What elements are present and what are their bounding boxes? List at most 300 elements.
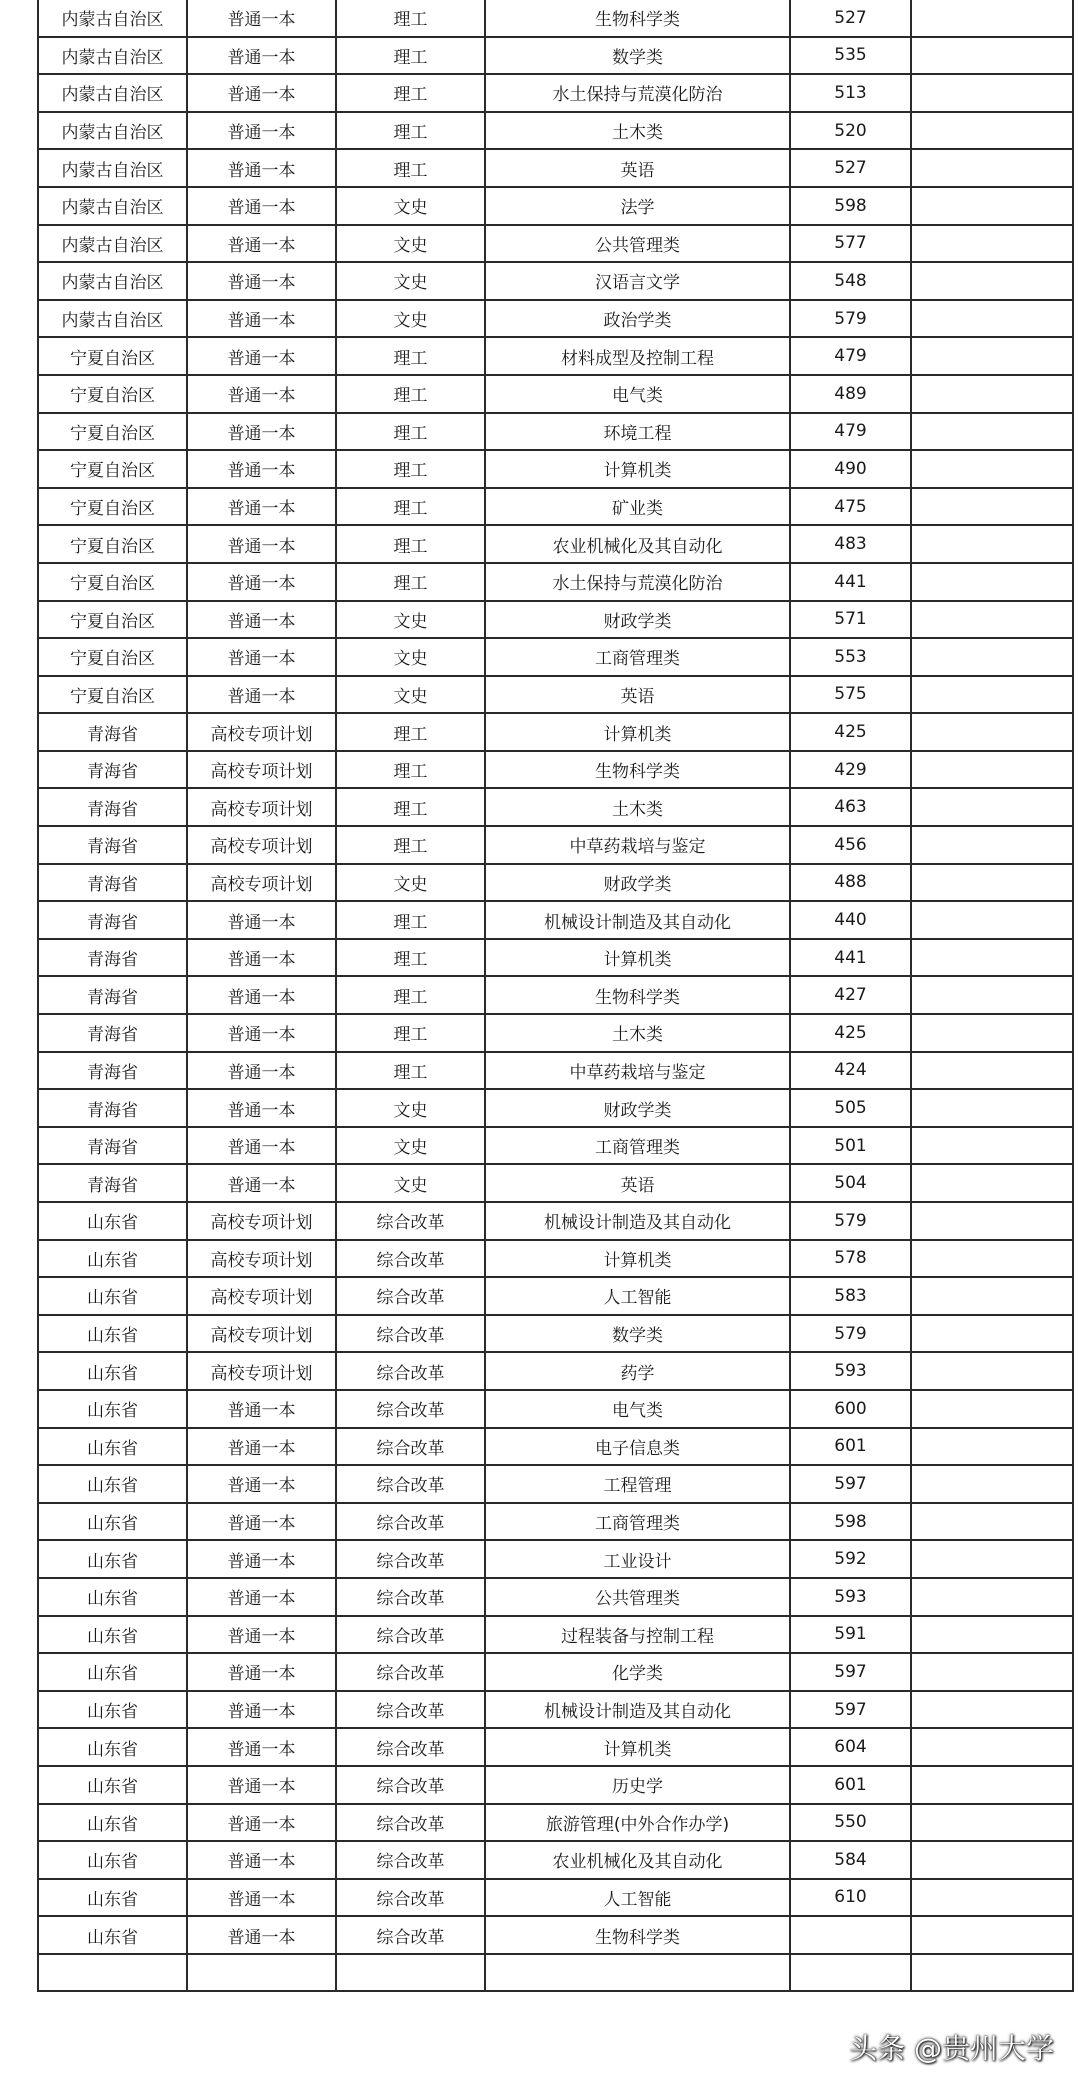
score-cell <box>790 1916 911 1954</box>
province-cell: 宁夏自治区 <box>38 525 187 563</box>
category-cell: 综合改革 <box>336 1202 485 1240</box>
note-cell <box>911 1879 1073 1917</box>
province-cell: 青海省 <box>38 1164 187 1202</box>
score-cell: 593 <box>790 1352 911 1390</box>
major-cell: 生物科学类 <box>485 1916 790 1954</box>
category-cell: 理工 <box>336 713 485 751</box>
province-cell: 宁夏自治区 <box>38 563 187 601</box>
score-cell: 600 <box>790 1390 911 1428</box>
batch-cell: 普通一本 <box>187 187 336 225</box>
province-cell: 青海省 <box>38 826 187 864</box>
major-cell: 生物科学类 <box>485 0 790 37</box>
table-row <box>38 1465 1073 1503</box>
province-cell: 青海省 <box>38 976 187 1014</box>
score-cell: 463 <box>790 788 911 826</box>
table-row <box>38 262 1073 300</box>
province-cell: 青海省 <box>38 751 187 789</box>
batch-cell <box>187 1954 336 1992</box>
category-cell: 理工 <box>336 826 485 864</box>
table-row <box>38 0 1073 37</box>
score-cell: 604 <box>790 1728 911 1766</box>
score-cell: 440 <box>790 901 911 939</box>
province-cell: 宁夏自治区 <box>38 488 187 526</box>
note-cell <box>911 1653 1073 1691</box>
major-cell: 计算机类 <box>485 713 790 751</box>
note-cell <box>911 1089 1073 1127</box>
note-cell <box>911 751 1073 789</box>
score-cell: 427 <box>790 976 911 1014</box>
category-cell: 理工 <box>336 112 485 150</box>
major-cell: 化学类 <box>485 1653 790 1691</box>
table-row <box>38 74 1073 112</box>
batch-cell: 普通一本 <box>187 37 336 75</box>
score-cell: 456 <box>790 826 911 864</box>
score-cell: 597 <box>790 1691 911 1729</box>
province-cell: 宁夏自治区 <box>38 638 187 676</box>
table-row <box>38 112 1073 150</box>
batch-cell: 普通一本 <box>187 939 336 977</box>
note-cell <box>911 638 1073 676</box>
batch-cell: 普通一本 <box>187 225 336 263</box>
note-cell <box>911 1352 1073 1390</box>
batch-cell: 普通一本 <box>187 1014 336 1052</box>
note-cell <box>911 1540 1073 1578</box>
category-cell: 文史 <box>336 1127 485 1165</box>
batch-cell: 普通一本 <box>187 262 336 300</box>
major-cell: 环境工程 <box>485 413 790 451</box>
major-cell: 工商管理类 <box>485 1127 790 1165</box>
category-cell: 文史 <box>336 864 485 902</box>
note-cell <box>911 375 1073 413</box>
category-cell: 综合改革 <box>336 1540 485 1578</box>
batch-cell: 普通一本 <box>187 1540 336 1578</box>
table-row <box>38 901 1073 939</box>
batch-cell: 高校专项计划 <box>187 1277 336 1315</box>
score-cell: 553 <box>790 638 911 676</box>
province-cell: 内蒙古自治区 <box>38 225 187 263</box>
category-cell: 综合改革 <box>336 1804 485 1842</box>
category-cell: 理工 <box>336 751 485 789</box>
batch-cell: 普通一本 <box>187 1879 336 1917</box>
note-cell <box>911 1240 1073 1278</box>
major-cell: 水土保持与荒漠化防治 <box>485 74 790 112</box>
province-cell: 山东省 <box>38 1653 187 1691</box>
province-cell: 山东省 <box>38 1240 187 1278</box>
province-cell: 山东省 <box>38 1616 187 1654</box>
major-cell: 过程装备与控制工程 <box>485 1616 790 1654</box>
score-cell: 548 <box>790 262 911 300</box>
major-cell: 政治学类 <box>485 300 790 338</box>
table-row <box>38 976 1073 1014</box>
category-cell: 综合改革 <box>336 1766 485 1804</box>
score-cell: 483 <box>790 525 911 563</box>
score-cell: 441 <box>790 939 911 977</box>
table-row <box>38 300 1073 338</box>
province-cell: 宁夏自治区 <box>38 450 187 488</box>
province-cell: 内蒙古自治区 <box>38 74 187 112</box>
score-cell: 504 <box>790 1164 911 1202</box>
batch-cell: 普通一本 <box>187 1465 336 1503</box>
note-cell <box>911 1691 1073 1729</box>
category-cell: 综合改革 <box>336 1428 485 1466</box>
major-cell: 财政学类 <box>485 864 790 902</box>
score-cell: 579 <box>790 1315 911 1353</box>
major-cell: 农业机械化及其自动化 <box>485 1841 790 1879</box>
note-cell <box>911 713 1073 751</box>
batch-cell: 普通一本 <box>187 74 336 112</box>
category-cell: 综合改革 <box>336 1352 485 1390</box>
table-row <box>38 1390 1073 1428</box>
table-row <box>38 1841 1073 1879</box>
table-row <box>38 751 1073 789</box>
table-row <box>38 788 1073 826</box>
score-cell: 584 <box>790 1841 911 1879</box>
major-cell: 工商管理类 <box>485 638 790 676</box>
score-cell: 479 <box>790 337 911 375</box>
score-cell <box>790 1954 911 1992</box>
category-cell: 综合改革 <box>336 1578 485 1616</box>
note-cell <box>911 1390 1073 1428</box>
note-cell <box>911 300 1073 338</box>
major-cell: 法学 <box>485 187 790 225</box>
major-cell: 汉语言文学 <box>485 262 790 300</box>
category-cell: 综合改革 <box>336 1653 485 1691</box>
score-cell: 520 <box>790 112 911 150</box>
note-cell <box>911 1465 1073 1503</box>
category-cell: 理工 <box>336 450 485 488</box>
batch-cell: 普通一本 <box>187 1503 336 1541</box>
score-cell: 583 <box>790 1277 911 1315</box>
note-cell <box>911 1916 1073 1954</box>
province-cell: 山东省 <box>38 1728 187 1766</box>
batch-cell: 普通一本 <box>187 1390 336 1428</box>
major-cell: 工业设计 <box>485 1540 790 1578</box>
score-cell: 535 <box>790 37 911 75</box>
score-cell: 591 <box>790 1616 911 1654</box>
note-cell <box>911 1014 1073 1052</box>
table-row <box>38 1691 1073 1729</box>
province-cell: 宁夏自治区 <box>38 676 187 714</box>
note-cell <box>911 976 1073 1014</box>
province-cell: 内蒙古自治区 <box>38 112 187 150</box>
major-cell: 机械设计制造及其自动化 <box>485 1691 790 1729</box>
province-cell: 宁夏自治区 <box>38 413 187 451</box>
batch-cell: 普通一本 <box>187 1164 336 1202</box>
score-cell: 490 <box>790 450 911 488</box>
province-cell: 山东省 <box>38 1503 187 1541</box>
province-cell: 内蒙古自治区 <box>38 0 187 37</box>
note-cell <box>911 563 1073 601</box>
category-cell: 综合改革 <box>336 1503 485 1541</box>
major-cell: 土木类 <box>485 112 790 150</box>
table-row <box>38 1428 1073 1466</box>
note-cell <box>911 525 1073 563</box>
table-row <box>38 1277 1073 1315</box>
note-cell <box>911 788 1073 826</box>
major-cell: 人工智能 <box>485 1879 790 1917</box>
category-cell: 文史 <box>336 638 485 676</box>
score-cell: 579 <box>790 300 911 338</box>
batch-cell: 普通一本 <box>187 1653 336 1691</box>
note-cell <box>911 901 1073 939</box>
note-cell <box>911 225 1073 263</box>
note-cell <box>911 1728 1073 1766</box>
score-cell: 598 <box>790 187 911 225</box>
batch-cell: 普通一本 <box>187 1728 336 1766</box>
score-table-sheet <box>37 0 1072 2083</box>
batch-cell: 普通一本 <box>187 638 336 676</box>
batch-cell: 高校专项计划 <box>187 1352 336 1390</box>
category-cell: 文史 <box>336 300 485 338</box>
province-cell: 山东省 <box>38 1841 187 1879</box>
score-cell: 489 <box>790 375 911 413</box>
major-cell: 中草药栽培与鉴定 <box>485 826 790 864</box>
major-cell: 水土保持与荒漠化防治 <box>485 563 790 601</box>
table-row <box>38 1127 1073 1165</box>
score-cell: 601 <box>790 1766 911 1804</box>
table-row <box>38 1052 1073 1090</box>
category-cell: 综合改革 <box>336 1728 485 1766</box>
province-cell: 青海省 <box>38 1127 187 1165</box>
score-cell: 425 <box>790 713 911 751</box>
batch-cell: 普通一本 <box>187 1804 336 1842</box>
table-row <box>38 1616 1073 1654</box>
note-cell <box>911 187 1073 225</box>
province-cell: 青海省 <box>38 1014 187 1052</box>
score-cell: 598 <box>790 1503 911 1541</box>
major-cell: 电子信息类 <box>485 1428 790 1466</box>
major-cell: 农业机械化及其自动化 <box>485 525 790 563</box>
score-cell: 513 <box>790 74 911 112</box>
category-cell: 理工 <box>336 149 485 187</box>
batch-cell: 普通一本 <box>187 0 336 37</box>
score-cell: 578 <box>790 1240 911 1278</box>
score-cell: 579 <box>790 1202 911 1240</box>
batch-cell: 普通一本 <box>187 901 336 939</box>
table-row <box>38 1578 1073 1616</box>
note-cell <box>911 149 1073 187</box>
major-cell: 数学类 <box>485 1315 790 1353</box>
major-cell: 财政学类 <box>485 601 790 639</box>
score-cell: 505 <box>790 1089 911 1127</box>
category-cell <box>336 1954 485 1992</box>
table-row <box>38 488 1073 526</box>
note-cell <box>911 1578 1073 1616</box>
score-cell: 479 <box>790 413 911 451</box>
category-cell: 文史 <box>336 262 485 300</box>
note-cell <box>911 1616 1073 1654</box>
batch-cell: 普通一本 <box>187 1578 336 1616</box>
batch-cell: 普通一本 <box>187 1052 336 1090</box>
table-row <box>38 1089 1073 1127</box>
table-row <box>38 1728 1073 1766</box>
major-cell: 矿业类 <box>485 488 790 526</box>
table-row <box>38 187 1073 225</box>
batch-cell: 高校专项计划 <box>187 1240 336 1278</box>
major-cell: 英语 <box>485 149 790 187</box>
table-row <box>38 1503 1073 1541</box>
major-cell: 工程管理 <box>485 1465 790 1503</box>
category-cell: 理工 <box>336 337 485 375</box>
table-row <box>38 1014 1073 1052</box>
province-cell: 内蒙古自治区 <box>38 37 187 75</box>
score-cell: 601 <box>790 1428 911 1466</box>
category-cell: 理工 <box>336 413 485 451</box>
batch-cell: 普通一本 <box>187 525 336 563</box>
province-cell: 青海省 <box>38 901 187 939</box>
note-cell <box>911 601 1073 639</box>
province-cell: 山东省 <box>38 1315 187 1353</box>
note-cell <box>911 112 1073 150</box>
batch-cell: 高校专项计划 <box>187 713 336 751</box>
table-row <box>38 713 1073 751</box>
table-row <box>38 864 1073 902</box>
note-cell <box>911 1954 1073 1992</box>
major-cell: 历史学 <box>485 1766 790 1804</box>
major-cell: 计算机类 <box>485 939 790 977</box>
category-cell: 综合改革 <box>336 1916 485 1954</box>
score-cell: 610 <box>790 1879 911 1917</box>
major-cell: 英语 <box>485 1164 790 1202</box>
table-row <box>38 149 1073 187</box>
batch-cell: 普通一本 <box>187 1616 336 1654</box>
category-cell: 理工 <box>336 563 485 601</box>
province-cell: 青海省 <box>38 1052 187 1090</box>
batch-cell: 普通一本 <box>187 375 336 413</box>
province-cell: 宁夏自治区 <box>38 601 187 639</box>
province-cell: 山东省 <box>38 1879 187 1917</box>
batch-cell: 普通一本 <box>187 1766 336 1804</box>
category-cell: 理工 <box>336 939 485 977</box>
category-cell: 综合改革 <box>336 1390 485 1428</box>
score-cell: 597 <box>790 1465 911 1503</box>
category-cell: 文史 <box>336 1164 485 1202</box>
note-cell <box>911 939 1073 977</box>
province-cell: 山东省 <box>38 1202 187 1240</box>
major-cell: 电气类 <box>485 375 790 413</box>
table-row <box>38 1766 1073 1804</box>
province-cell <box>38 1954 187 1992</box>
table-row <box>38 413 1073 451</box>
category-cell: 理工 <box>336 901 485 939</box>
table-row <box>38 1540 1073 1578</box>
major-cell: 公共管理类 <box>485 1578 790 1616</box>
category-cell: 理工 <box>336 37 485 75</box>
note-cell <box>911 826 1073 864</box>
table-row <box>38 37 1073 75</box>
batch-cell: 普通一本 <box>187 450 336 488</box>
batch-cell: 高校专项计划 <box>187 826 336 864</box>
province-cell: 青海省 <box>38 939 187 977</box>
province-cell: 宁夏自治区 <box>38 375 187 413</box>
table-row <box>38 1202 1073 1240</box>
note-cell <box>911 1127 1073 1165</box>
major-cell: 机械设计制造及其自动化 <box>485 1202 790 1240</box>
table-row <box>38 225 1073 263</box>
province-cell: 山东省 <box>38 1390 187 1428</box>
table-row <box>38 1352 1073 1390</box>
province-cell: 青海省 <box>38 864 187 902</box>
major-cell: 生物科学类 <box>485 976 790 1014</box>
note-cell <box>911 262 1073 300</box>
note-cell <box>911 1804 1073 1842</box>
major-cell: 人工智能 <box>485 1277 790 1315</box>
province-cell: 山东省 <box>38 1916 187 1954</box>
note-cell <box>911 413 1073 451</box>
score-cell: 527 <box>790 0 911 37</box>
major-cell: 财政学类 <box>485 1089 790 1127</box>
note-cell <box>911 37 1073 75</box>
province-cell: 青海省 <box>38 713 187 751</box>
major-cell: 土木类 <box>485 788 790 826</box>
table-row <box>38 601 1073 639</box>
note-cell <box>911 1277 1073 1315</box>
category-cell: 理工 <box>336 488 485 526</box>
score-table-body <box>38 0 1073 1991</box>
batch-cell: 高校专项计划 <box>187 1202 336 1240</box>
note-cell <box>911 0 1073 37</box>
note-cell <box>911 1428 1073 1466</box>
major-cell: 计算机类 <box>485 1240 790 1278</box>
batch-cell: 普通一本 <box>187 976 336 1014</box>
major-cell: 中草药栽培与鉴定 <box>485 1052 790 1090</box>
major-cell: 药学 <box>485 1352 790 1390</box>
note-cell <box>911 488 1073 526</box>
category-cell: 文史 <box>336 187 485 225</box>
province-cell: 内蒙古自治区 <box>38 300 187 338</box>
batch-cell: 普通一本 <box>187 601 336 639</box>
category-cell: 综合改革 <box>336 1277 485 1315</box>
note-cell <box>911 1202 1073 1240</box>
batch-cell: 普通一本 <box>187 1127 336 1165</box>
major-cell: 旅游管理(中外合作办学) <box>485 1804 790 1842</box>
category-cell: 文史 <box>336 601 485 639</box>
table-row <box>38 939 1073 977</box>
major-cell: 工商管理类 <box>485 1503 790 1541</box>
table-row <box>38 676 1073 714</box>
province-cell: 内蒙古自治区 <box>38 149 187 187</box>
major-cell: 土木类 <box>485 1014 790 1052</box>
major-cell: 材料成型及控制工程 <box>485 337 790 375</box>
batch-cell: 普通一本 <box>187 1089 336 1127</box>
score-cell: 571 <box>790 601 911 639</box>
note-cell <box>911 1841 1073 1879</box>
province-cell: 山东省 <box>38 1766 187 1804</box>
note-cell <box>911 864 1073 902</box>
province-cell: 山东省 <box>38 1804 187 1842</box>
category-cell: 综合改革 <box>336 1879 485 1917</box>
batch-cell: 高校专项计划 <box>187 864 336 902</box>
batch-cell: 普通一本 <box>187 413 336 451</box>
major-cell: 计算机类 <box>485 1728 790 1766</box>
category-cell: 综合改革 <box>336 1616 485 1654</box>
province-cell: 山东省 <box>38 1352 187 1390</box>
major-cell: 公共管理类 <box>485 225 790 263</box>
score-cell: 592 <box>790 1540 911 1578</box>
batch-cell: 普通一本 <box>187 1428 336 1466</box>
province-cell: 内蒙古自治区 <box>38 187 187 225</box>
table-row <box>38 638 1073 676</box>
province-cell: 山东省 <box>38 1277 187 1315</box>
batch-cell: 普通一本 <box>187 112 336 150</box>
province-cell: 宁夏自治区 <box>38 337 187 375</box>
province-cell: 青海省 <box>38 788 187 826</box>
category-cell: 理工 <box>336 788 485 826</box>
category-cell: 综合改革 <box>336 1691 485 1729</box>
table-row <box>38 826 1073 864</box>
score-cell: 575 <box>790 676 911 714</box>
table-row <box>38 1240 1073 1278</box>
